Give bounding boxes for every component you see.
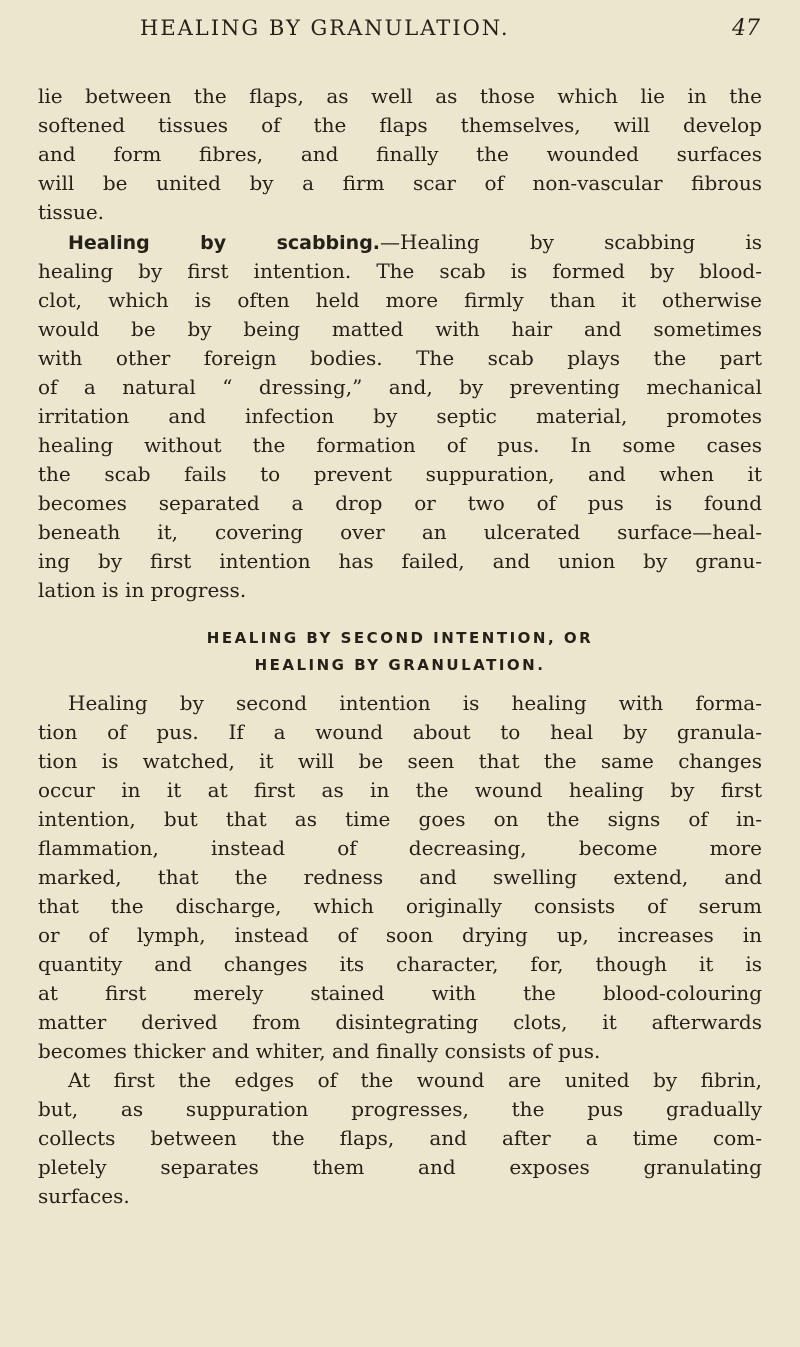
text-line: flammation, instead of decreasing, become more [38, 836, 762, 860]
text-line: surfaces. [38, 1184, 130, 1208]
text-line: at first merely stained with the blood-colouring [38, 981, 762, 1005]
text-line: tissue. [38, 200, 105, 224]
text-line: becomes separated a drop or two of pus is found [38, 491, 762, 515]
text-line: irritation and infection by septic material, promotes [38, 404, 762, 428]
text-line: tion of pus. If a wound about to heal by granula- [38, 720, 762, 744]
text-span: —Healing by scabbing is [380, 230, 762, 254]
running-head-title: HEALING BY GRANULATION. [140, 16, 510, 40]
page-number: 47 [732, 16, 760, 41]
text-line: intention, but that as time goes on the signs of in- [38, 807, 762, 831]
text-line: that the discharge, which originally consists of serum [38, 894, 762, 918]
text-line: clot, which is often held more firmly than it otherwise [38, 288, 762, 312]
text-line: ing by first intention has failed, and union by granu- [38, 549, 762, 573]
text-line: At first the edges of the wound are united by fibrin, [68, 1068, 762, 1092]
text-line: occur in it at first as in the wound healing by first [38, 778, 762, 802]
text-line: tion is watched, it will be seen that the same changes [38, 749, 762, 773]
text-line: or of lymph, instead of soon drying up, increases in [38, 923, 762, 947]
run-in-heading: Healing by scabbing. [68, 232, 381, 254]
section-heading-line: HEALING BY GRANULATION. [254, 656, 546, 674]
text-line: softened tissues of the flaps themselves, will develop [38, 113, 762, 137]
text-line: quantity and changes its character, for, though it is [38, 952, 762, 976]
text-line: matter derived from disintegrating clots, it afterwards [38, 1010, 762, 1034]
text-line: will be united by a firm scar of non-vascular fibrous [38, 171, 762, 195]
text-line: of a natural “ dressing,” and, by preventing mechanical [38, 375, 762, 399]
text-line: beneath it, covering over an ulcerated surface—heal- [38, 520, 762, 544]
text-line: with other foreign bodies. The scab plays the part [38, 346, 762, 370]
text-line [68, 228, 762, 256]
text-line: and form fibres, and finally the wounded surfaces [38, 142, 762, 166]
text-line: the scab fails to prevent suppuration, and when it [38, 462, 762, 486]
text-line: Healing by second intention is healing with forma- [68, 691, 762, 715]
running-head [38, 16, 762, 50]
text-line: healing without the formation of pus. In some cases [38, 433, 762, 457]
section-heading-line: HEALING BY SECOND INTENTION, OR [206, 629, 594, 647]
text-line: pletely separates them and exposes granulating [38, 1155, 762, 1179]
text-line: collects between the flaps, and after a time com- [38, 1126, 762, 1150]
book-page [38, 0, 762, 1347]
text-line: lie between the flaps, as well as those which lie in the [38, 84, 762, 108]
text-line: lation is in progress. [38, 578, 247, 602]
text-line: but, as suppuration progresses, the pus gradually [38, 1097, 762, 1121]
text-line: healing by first intention. The scab is formed by blood- [38, 259, 762, 283]
text-line: marked, that the redness and swelling extend, and [38, 865, 762, 889]
text-line: would be by being matted with hair and sometimes [38, 317, 762, 341]
text-line: becomes thicker and whiter, and finally consists of pus. [38, 1039, 601, 1063]
